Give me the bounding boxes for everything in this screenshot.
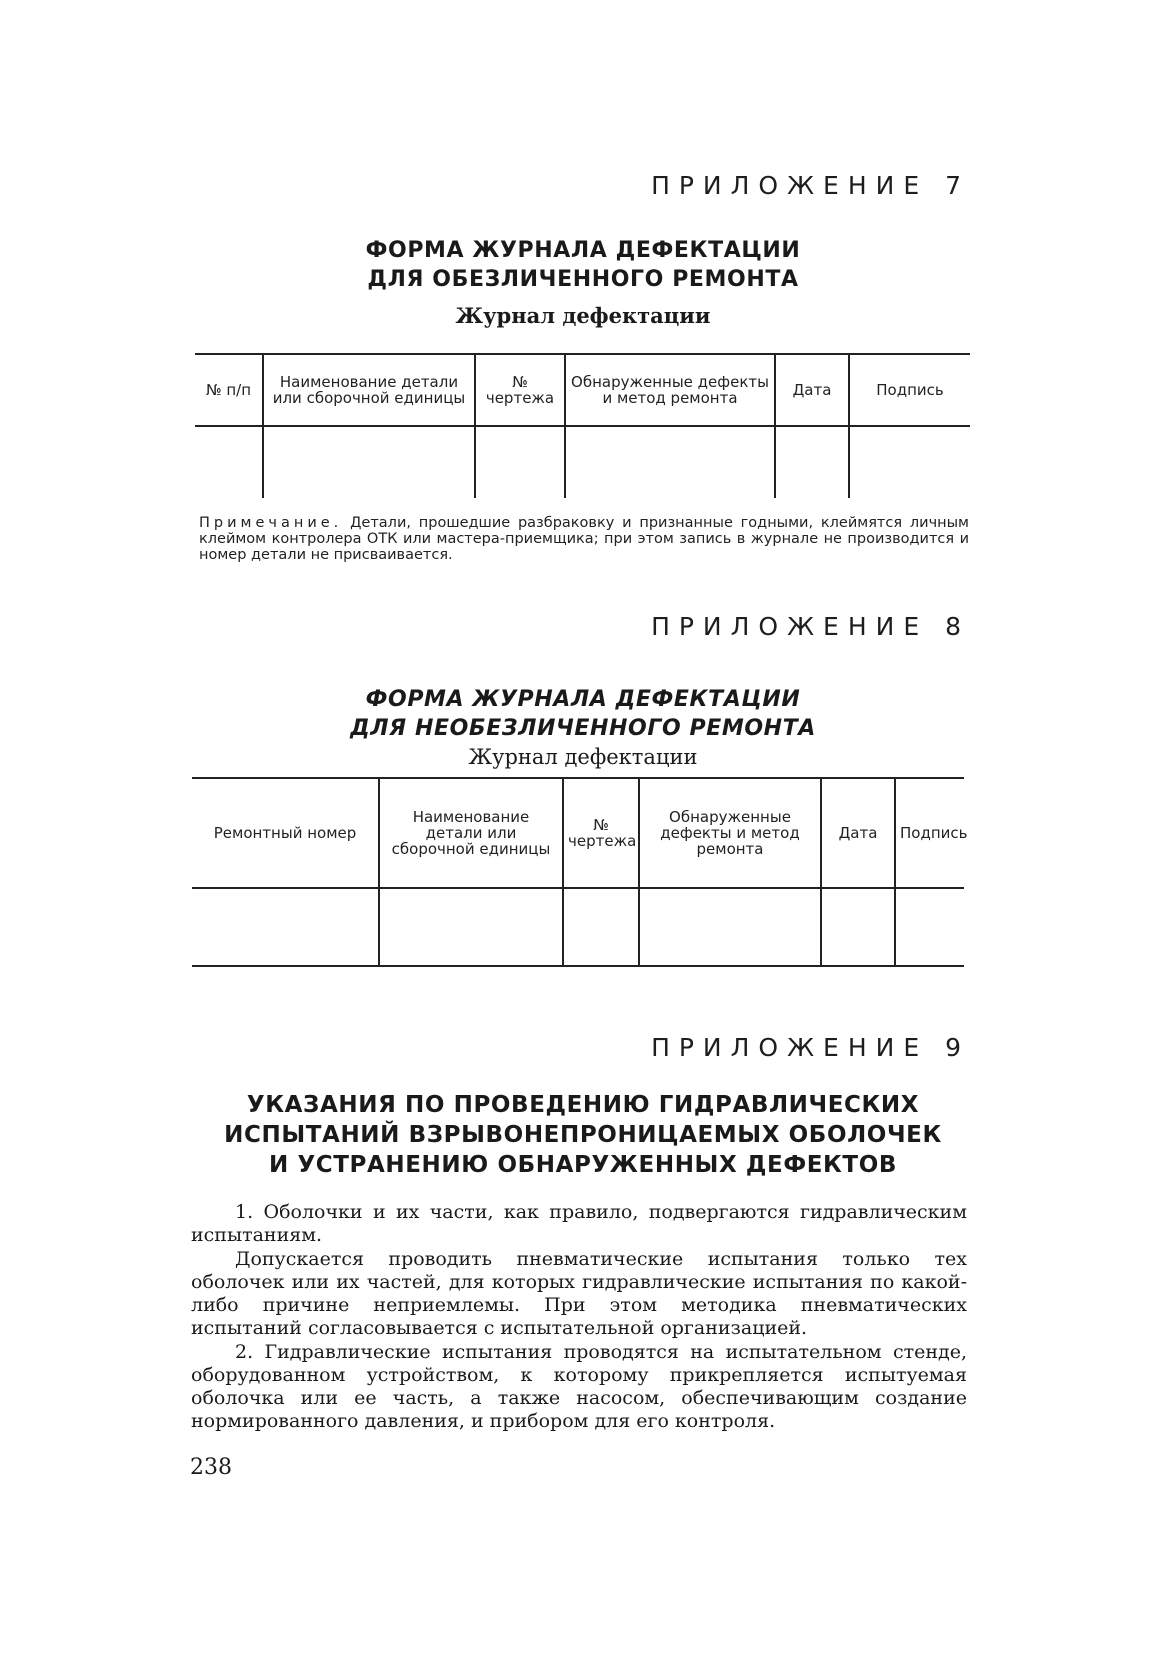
appendix-8-subtitle: Журнал дефектации — [468, 745, 698, 769]
table-cell — [563, 888, 639, 966]
col-header-date: Дата — [821, 778, 895, 888]
col-header-defects: Обнаруженные дефекты и метод ремонта — [639, 778, 821, 888]
table-cell — [379, 888, 563, 966]
appendix-9-label: ПРИЛОЖЕНИЕ 9 — [651, 1033, 970, 1062]
col-header-defects: Обнаруженные дефекты и метод ремонта — [565, 354, 775, 426]
col-header-number: № п/п — [205, 381, 252, 399]
note-text: Детали, прошедшие разбраковку и признанные годными, клеймятся личным клеймом контролера ОТК или мастера-приемщика; при этом запись в журнале не производится и номер детали не присваивается. — [199, 515, 969, 563]
appendix-7-title-line1: ФОРМА ЖУРНАЛА ДЕФЕКТАЦИИ — [365, 238, 801, 263]
col-header-drawing-number: № чертежа — [563, 778, 639, 888]
col-header-signature: Подпись — [895, 778, 964, 888]
defect-journal-table-2 — [192, 777, 968, 967]
appendix-8-label: ПРИЛОЖЕНИЕ 8 — [651, 612, 970, 641]
table-cell — [263, 426, 475, 498]
paragraph: Допускается проводить пневматические испытания только тех оболочек или их частей, для которых гидравлические испытания по какой-либо причине неприемлемы. При этом методика пневматических испытаний согласовывается с испытательной организацией. — [191, 1248, 967, 1339]
appendix-9-title-line3: И УСТРАНЕНИЮ ОБНАРУЖЕННЫХ ДЕФЕКТОВ — [268, 1152, 898, 1178]
appendix-9-title-line2: ИСПЫТАНИЙ ВЗРЫВОНЕПРОНИЦАЕМЫХ ОБОЛОЧЕК — [224, 1122, 942, 1148]
table-cell — [195, 426, 263, 498]
col-header-signature: Подпись — [849, 354, 970, 426]
appendix-7-subtitle: Журнал дефектации — [455, 303, 711, 328]
table-header-row — [195, 354, 970, 426]
appendix-7-title-line2: ДЛЯ ОБЕЗЛИЧЕННОГО РЕМОНТА — [367, 267, 799, 292]
table-header-row — [192, 778, 964, 888]
table-cell — [565, 426, 775, 498]
page-number: 238 — [190, 1455, 232, 1480]
appendix-9-body — [191, 1201, 967, 1434]
table-cell — [821, 888, 895, 966]
table-cell — [895, 888, 964, 966]
table-row — [192, 888, 964, 966]
table-cell — [775, 426, 849, 498]
appendix-8-title-line2: ДЛЯ НЕОБЕЗЛИЧЕННОГО РЕМОНТА — [350, 716, 816, 741]
col-header-date: Дата — [775, 354, 849, 426]
col-header-repair-number: Ремонтный номер — [213, 824, 357, 842]
appendix-9-title-line1: УКАЗАНИЯ ПО ПРОВЕДЕНИЮ ГИДРАВЛИЧЕСКИХ — [246, 1092, 920, 1118]
col-header-part-name: Наименование детали или сборочной единицы — [263, 354, 475, 426]
appendix-7-label: ПРИЛОЖЕНИЕ 7 — [651, 171, 970, 200]
table-cell — [475, 426, 565, 498]
col-header-part-name: Наименование детали или сборочной единицы — [379, 778, 563, 888]
col-header-drawing-number: № чертежа — [475, 354, 565, 426]
table-cell — [849, 426, 970, 498]
appendix-7-title — [0, 236, 1166, 294]
paragraph: 2. Гидравлические испытания проводятся на испытательном стенде, оборудованном устройством, к которому прикрепляется испытуемая оболочка или ее часть, а также насосом, обеспечивающим создание нормированного давления, и прибором для его контроля. — [191, 1341, 967, 1432]
table-cell — [639, 888, 821, 966]
paragraph: 1. Оболочки и их части, как правило, подвергаются гидравлическим испытаниям. — [191, 1201, 967, 1246]
defect-journal-table-1 — [195, 353, 970, 498]
appendix-9-title — [0, 1090, 1166, 1180]
appendix-8-title — [0, 685, 1166, 743]
table-cell — [192, 888, 379, 966]
appendix-7-note — [199, 515, 969, 563]
appendix-8-title-line1: ФОРМА ЖУРНАЛА ДЕФЕКТАЦИИ — [365, 687, 801, 712]
note-label: Примечание. — [199, 515, 343, 531]
table-row — [195, 426, 970, 498]
